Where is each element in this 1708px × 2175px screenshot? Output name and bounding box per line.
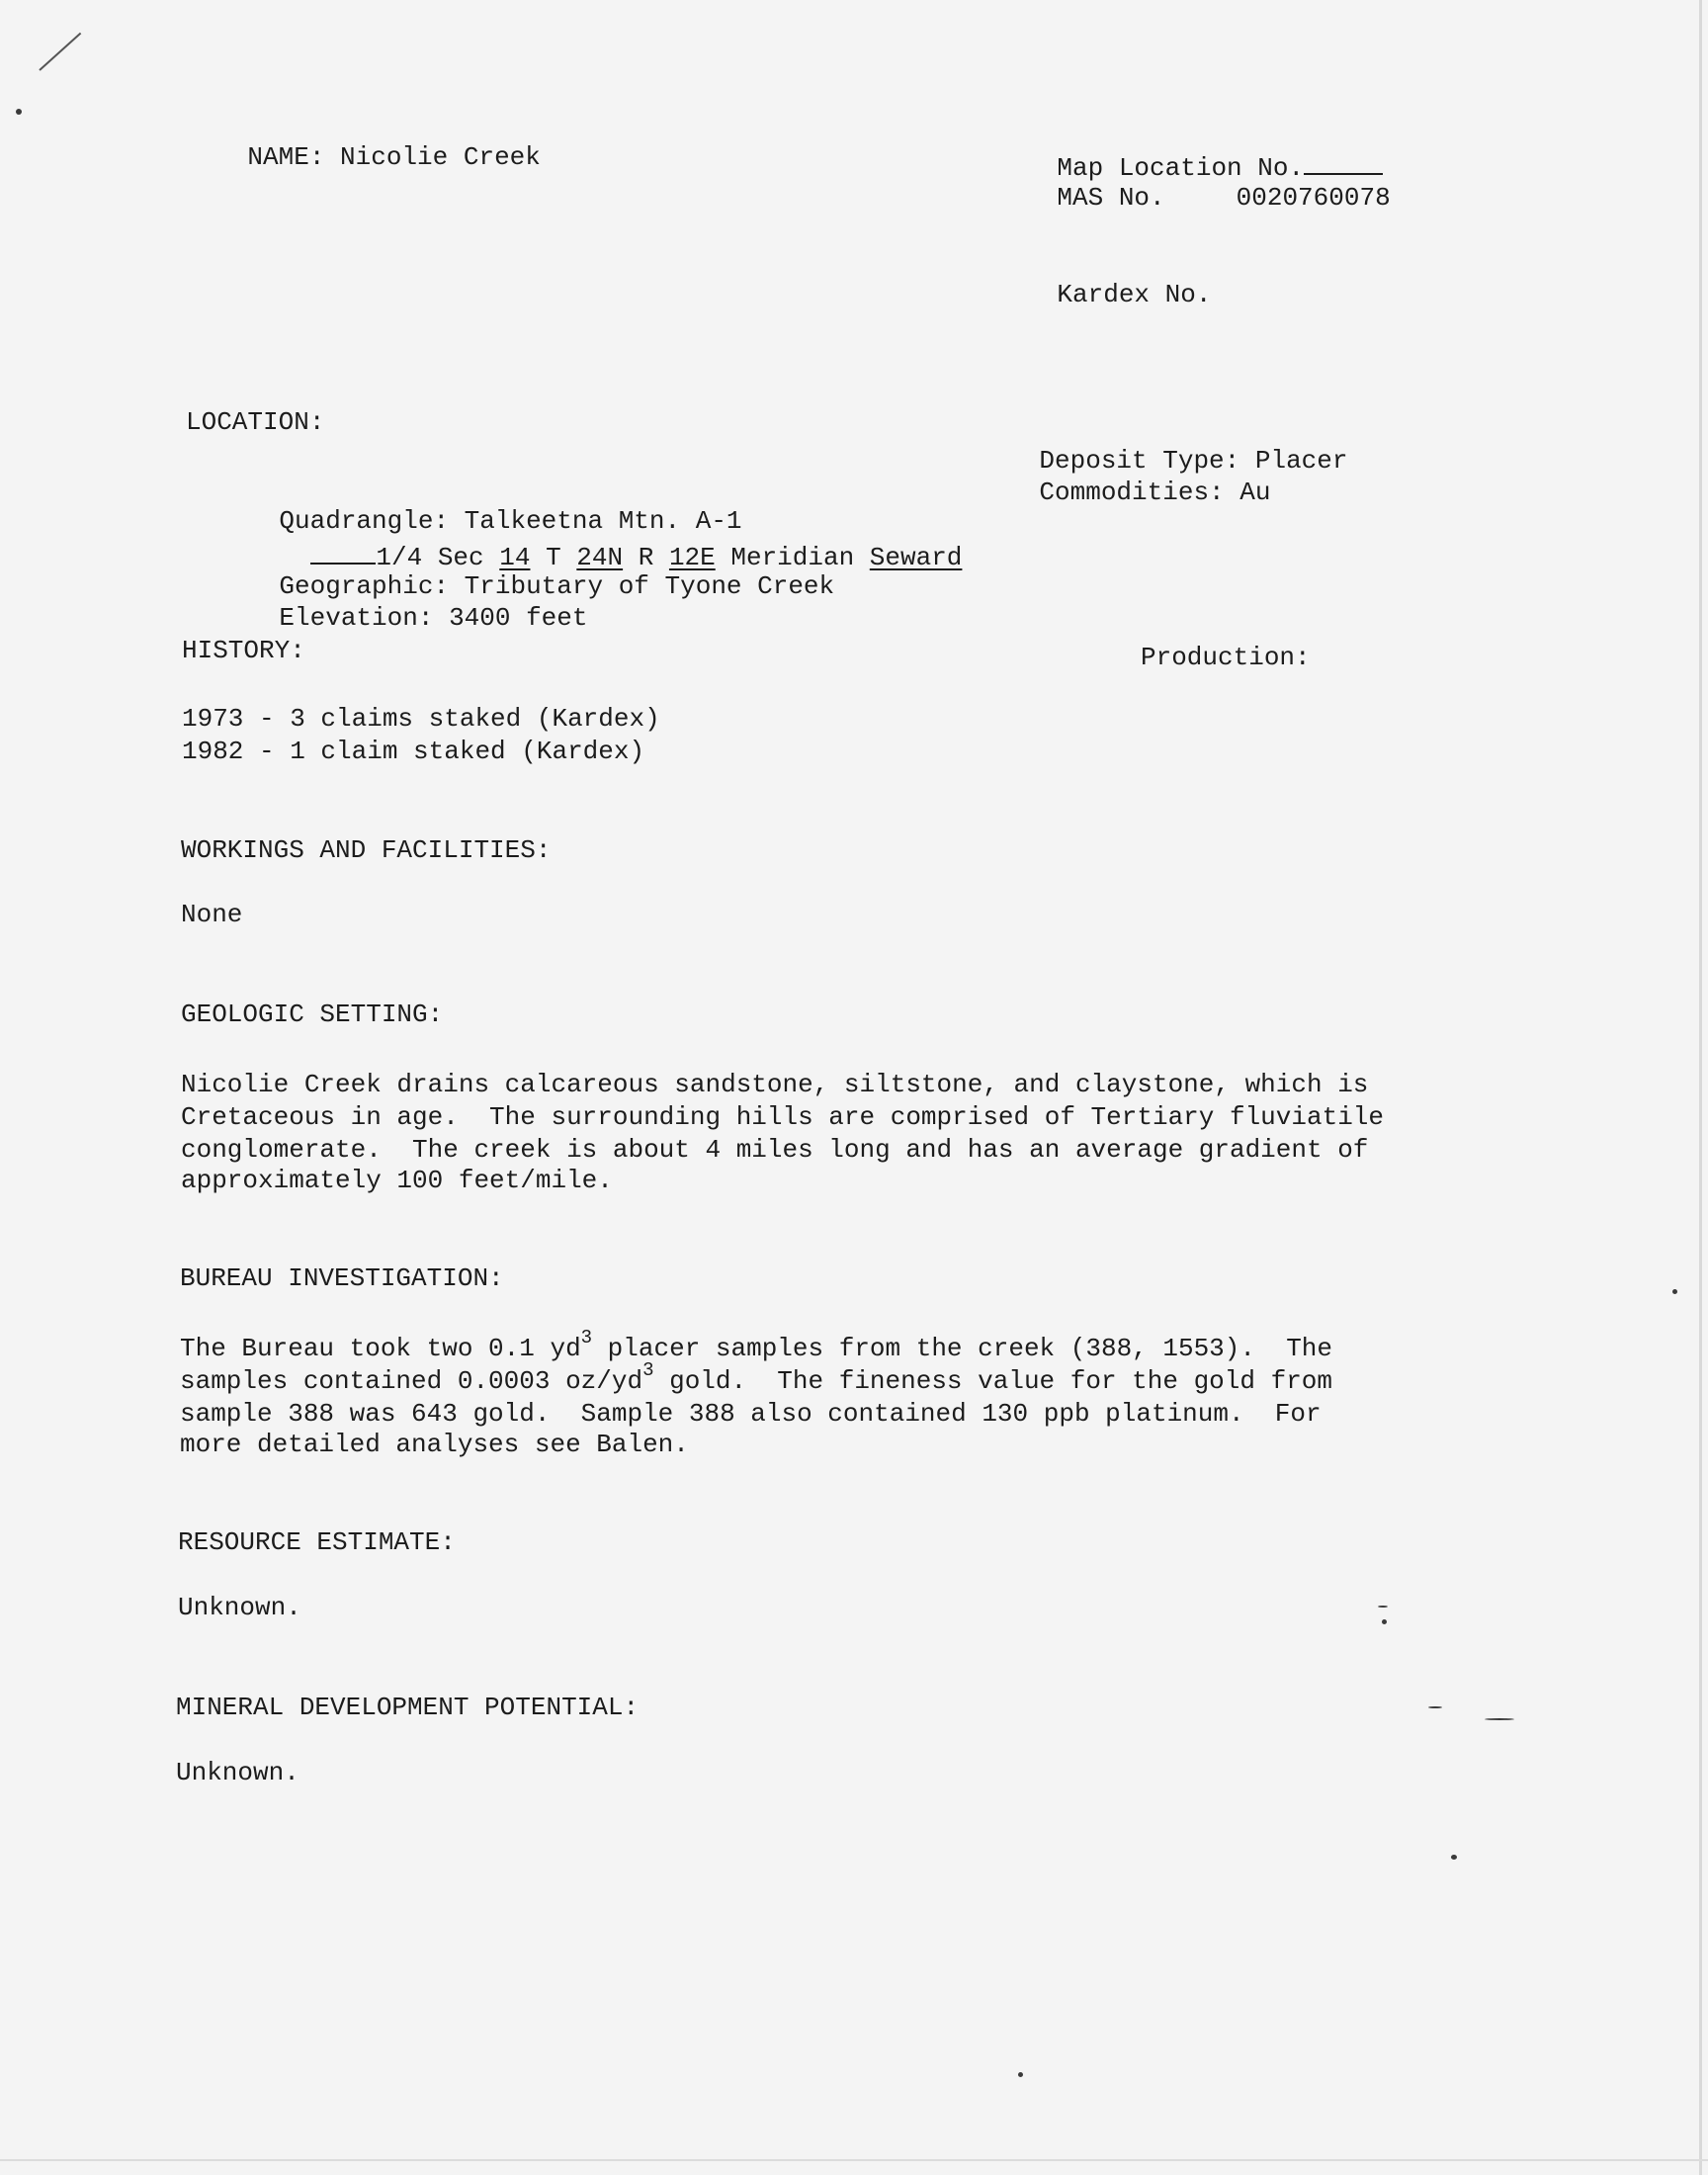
- geographic-label: Geographic:: [279, 571, 450, 601]
- section-value: 14: [499, 543, 531, 572]
- scan-speck: [1672, 1289, 1677, 1294]
- meridian-label: Meridian: [730, 543, 855, 572]
- bureau-line2-text-end: gold. The fineness value for the gold from: [653, 1366, 1332, 1396]
- resource-estimate-text: Unknown.: [178, 1593, 301, 1622]
- name-label: NAME:: [247, 142, 325, 172]
- history-entry: 1973 - 3 claims staked (Kardex): [182, 704, 660, 734]
- deposit-type-value: Placer: [1254, 446, 1348, 476]
- mineral-development-heading: MINERAL DEVELOPMENT POTENTIAL:: [176, 1693, 640, 1722]
- meridian-value: Seward: [869, 543, 963, 572]
- page-edge-right: [1699, 0, 1702, 2175]
- geologic-setting-line: Nicolie Creek drains calcareous sandstone, siltstone, and claystone, which is: [181, 1070, 1369, 1099]
- superscript-three: 3: [642, 1359, 654, 1382]
- bureau-investigation-heading: BUREAU INVESTIGATION:: [180, 1263, 504, 1293]
- page-edge-bottom: [0, 2159, 1708, 2161]
- history-heading: HISTORY:: [182, 636, 305, 665]
- scan-speck: [1018, 2072, 1023, 2077]
- scan-speck: [1382, 1619, 1387, 1624]
- bureau-investigation-line: sample 388 was 643 gold. Sample 388 also contained 130 ppb platinum. For: [180, 1399, 1322, 1429]
- commodities-field: [978, 445, 1270, 540]
- mineral-development-text: Unknown.: [176, 1758, 299, 1787]
- bureau-investigation-line: more detailed analyses see Balen.: [180, 1430, 689, 1459]
- location-heading: LOCATION:: [186, 407, 325, 437]
- quarter-label: 1/4 Sec: [376, 543, 484, 572]
- range-value: 12E: [668, 543, 716, 572]
- name-field: [186, 110, 541, 205]
- kardex-field: [995, 247, 1211, 342]
- township-label: T: [546, 543, 561, 572]
- bureau-investigation-line: [180, 1327, 1332, 1364]
- geologic-setting-line: conglomerate. The creek is about 4 miles long and has an average gradient of: [181, 1135, 1369, 1165]
- bureau-line2-text: samples contained 0.0003 oz/yd: [180, 1366, 643, 1396]
- quadrangle-label: Quadrangle:: [279, 506, 450, 536]
- scan-speck: [1485, 1718, 1514, 1720]
- workings-text: None: [181, 900, 243, 929]
- mas-field: [995, 150, 1391, 245]
- commodities-label: Commodities:: [1039, 478, 1225, 507]
- superscript-three: 3: [580, 1327, 593, 1349]
- mas-value: 0020760078: [1236, 183, 1391, 213]
- scan-speck: [1428, 1706, 1442, 1708]
- township-value: 24N: [576, 543, 624, 572]
- map-location-label: Map Location No.: [1057, 153, 1305, 183]
- name-value: Nicolie Creek: [340, 142, 541, 172]
- mas-label: MAS No.: [1057, 183, 1165, 213]
- scan-speck: [1451, 1855, 1457, 1860]
- geologic-setting-heading: GEOLOGIC SETTING:: [181, 1000, 444, 1029]
- bureau-line1-text-end: placer samples from the creek (388, 1553). The: [592, 1334, 1332, 1363]
- scan-speck: [1378, 1606, 1388, 1608]
- quadrangle-value: Talkeetna Mtn. A-1: [464, 506, 742, 536]
- scan-speck: [16, 109, 22, 115]
- geologic-setting-line: Cretaceous in age. The surrounding hills are comprised of Tertiary fluviatile: [181, 1102, 1384, 1132]
- geographic-value: Tributary of Tyone Creek: [464, 571, 835, 601]
- scan-scratch-mark: [39, 33, 81, 71]
- production-label: Production:: [1141, 643, 1311, 672]
- bureau-investigation-line: [180, 1359, 1332, 1397]
- geologic-setting-line: approximately 100 feet/mile.: [181, 1166, 613, 1195]
- deposit-type-label: Deposit Type:: [1039, 446, 1240, 476]
- commodities-value: Au: [1239, 478, 1271, 507]
- history-entry: 1982 - 1 claim staked (Kardex): [182, 737, 645, 766]
- elevation-value: 3400 feet: [449, 603, 588, 633]
- bureau-line1-text: The Bureau took two 0.1 yd: [180, 1334, 581, 1363]
- workings-heading: WORKINGS AND FACILITIES:: [181, 835, 552, 865]
- kardex-label: Kardex No.: [1057, 280, 1212, 309]
- range-label: R: [638, 543, 654, 572]
- elevation-label: Elevation:: [279, 603, 434, 633]
- resource-estimate-heading: RESOURCE ESTIMATE:: [178, 1527, 456, 1557]
